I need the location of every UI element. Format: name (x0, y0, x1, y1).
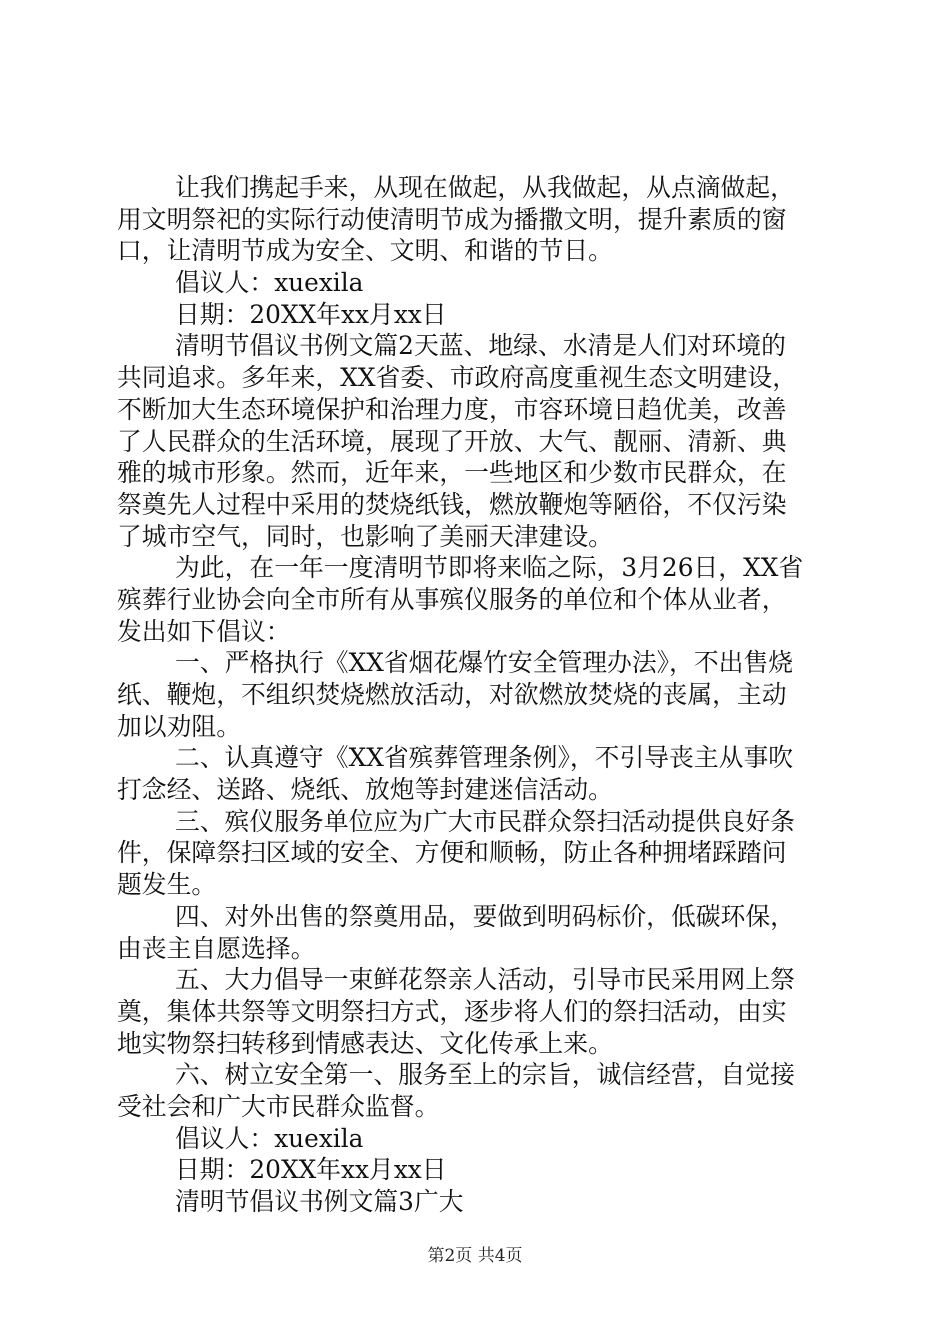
document-body (117, 172, 833, 1218)
text-line: 倡议人：xuexila (175, 1123, 364, 1153)
page-number-label: 第2页 共4页 (427, 1246, 523, 1266)
text-line: 受社会和广大市民群众监督。 (117, 1091, 440, 1121)
text-line: 奠，集体共祭等文明祭扫方式，逐步将人们的祭扫活动，由实 (117, 996, 787, 1026)
text-line: 了人民群众的生活环境，展现了开放、大气、靓丽、清新、典 (117, 426, 787, 456)
text-line: 由丧主自愿选择。 (117, 933, 316, 963)
text-line: 打念经、送路、烧纸、放炮等封建迷信活动。 (117, 775, 613, 805)
text-line: 件，保障祭扫区域的安全、方便和顺畅，防止各种拥堵踩踏问 (117, 838, 787, 868)
text-line: 了城市空气，同时，也影响了美丽天津建设。 (117, 521, 613, 551)
text-line: 一、严格执行《XX省烟花爆竹安全管理办法》，不出售烧 (175, 648, 794, 678)
text-line: 清明节倡议书例文篇3广大 (175, 1187, 464, 1216)
text-line: 六、树立安全第一、服务至上的宗旨，诚信经营，自觉接 (175, 1060, 795, 1090)
text-line: 地实物祭扫转移到情感表达、文化传承上来。 (117, 1028, 613, 1058)
text-line: 殡葬行业协会向全市所有从事殡仪服务的单位和个体从业者， (117, 584, 787, 614)
text-line: 纸、鞭炮，不组织焚烧燃放活动，对欲燃放焚烧的丧属，主动 (117, 680, 787, 709)
text-line: 发出如下倡议： (117, 616, 291, 646)
text-line: 为此，在一年一度清明节即将来临之际，3月26日，XX省 (175, 553, 804, 583)
text-line: 让我们携起手来，从现在做起，从我做起，从点滴做起， (175, 173, 795, 202)
page-footer (0, 1245, 950, 1267)
text-line: 日期：20XX年xx月xx日 (175, 1155, 447, 1185)
text-line: 倡议人：xuexila (175, 268, 364, 298)
text-line: 日期：20XX年xx月xx日 (175, 299, 447, 329)
text-line: 不断加大生态环境保护和治理力度，市容环境日趋优美，改善 (117, 394, 787, 424)
text-line: 五、大力倡导一束鲜花祭亲人活动，引导市民采用网上祭 (175, 965, 795, 995)
text-line: 加以劝阻。 (117, 711, 241, 741)
text-line: 雅的城市形象。然而，近年来，一些地区和少数市民群众，在 (117, 458, 787, 488)
text-line: 四、对外出售的祭奠用品，要做到明码标价，低碳环保， (175, 901, 795, 931)
text-line: 三、殡仪服务单位应为广大市民群众祭扫活动提供良好条 (175, 806, 795, 836)
text-line: 清明节倡议书例文篇2天蓝、地绿、水清是人们对环境的 (175, 331, 786, 361)
text-line: 口，让清明节成为安全、文明、和谐的节日。 (117, 236, 613, 266)
text-line: 二、认真遵守《XX省殡葬管理条例》，不引导丧主从事吹 (175, 743, 794, 773)
text-line: 用文明祭祀的实际行动使清明节成为播撒文明，提升素质的窗 (117, 204, 787, 234)
text-line: 祭奠先人过程中采用的焚烧纸钱，燃放鞭炮等陋俗，不仅污染 (117, 489, 787, 519)
text-line: 共同追求。多年来，XX省委、市政府高度重视生态文明建设， (117, 363, 798, 393)
text-line: 题发生。 (117, 870, 217, 900)
